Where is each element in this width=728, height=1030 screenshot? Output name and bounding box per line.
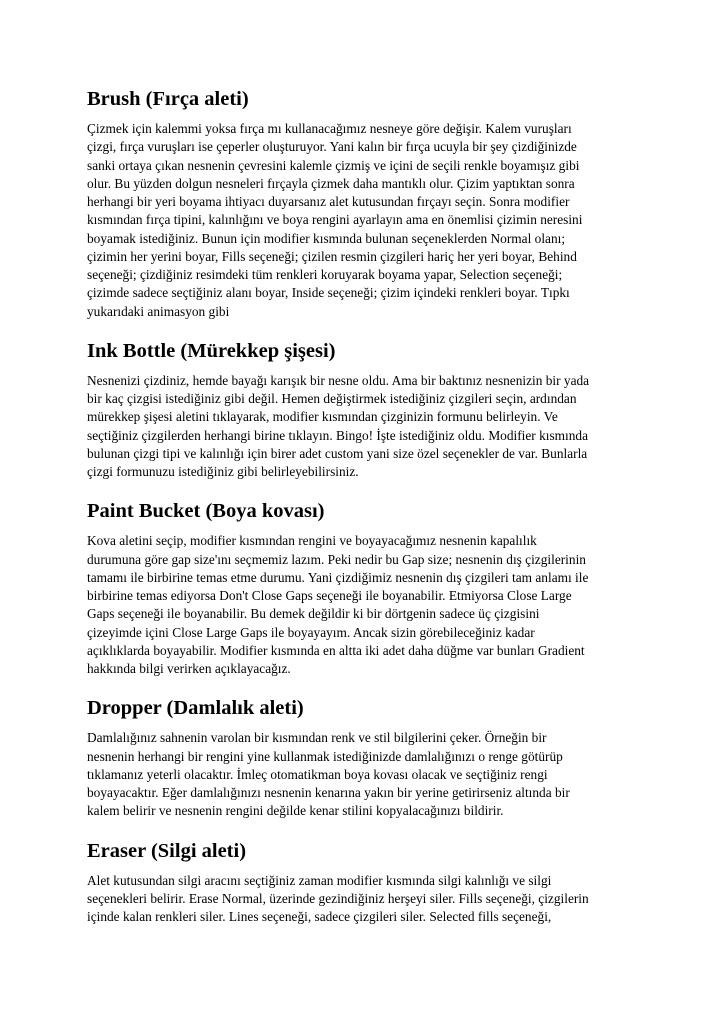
text-line: Damlalığınız sahnenin varolan bir kısmından renk ve stil bilgilerini çeker. Örneğin bir [87, 730, 547, 746]
section-heading: Eraser (Silgi aleti) [87, 839, 247, 862]
text-line: tamamı ile birbirine temas etme durumu. Yani çizdiğimiz nesnenin dış çizgileri tam anlamı ile [87, 569, 589, 585]
text-line: çizimin her yerini boyar, Fills seçeneği; çizilen resmin çizgileri hariç her yeri boyar, Behind [87, 248, 577, 264]
text-line: sanki ortaya çıkan nesnenin çevresini kalemle çizmiş ve içini de seçili renkle boyamışız gibi [87, 157, 580, 173]
text-line: çizeyimde içini Close Large Gaps ile boyayayım. Ancak sizin görebileceğiniz kadar [87, 624, 535, 640]
text-line: seçtiğiniz çizgilerden herhangi birine tıklayın. Bingo! İşte istediğiniz oldu. Modifier kısmında [87, 427, 589, 443]
text-line: bir kaç çizgisi istediğiniz gibi değil. Hemen değiştirmek istediğiniz çizgileri seçin, ardından [87, 391, 577, 406]
text-line: açıklıklarda boyayabilir. Modifier kısmında en altta iki adet daha düğme var bunları Gradient [87, 642, 585, 658]
text-line: boyamak istediğiniz. Bunun için modifier kısmında bulunan seçeneklerden Normal olanı; [87, 230, 566, 246]
section-paint-bucket [87, 498, 642, 678]
text-line: tıklamanız yeterli olacaktır. İmleç otomatikman boya kovası olacak ve seçtiğiniz rengi [87, 766, 548, 782]
text-line: kısmından fırça tipini, kalınlığını ve boya rengini ayarlayın ama en önemlisi çizimin neresini [87, 212, 583, 228]
document-page [87, 86, 642, 943]
text-line: olur. Bu yüzden dolgun nesneleri fırçayla çizmek daha mantıklı olur. Çizim yaptıktan sonra [87, 175, 575, 191]
text-line: seçenekleri belirir. Erase Normal, üzerinde gezindiğiniz herşeyi siler. Fills seçeneği, çizgilerin [87, 890, 589, 906]
text-line: mürekkep şişesi aletini tıklayarak, modifier kısmından çizginizin formunu belirleyin. Ve [87, 409, 558, 425]
section-heading: Ink Bottle (Mürekkep şişesi) [87, 339, 336, 362]
text-line: nesnenin herhangi bir rengini yine kullanmak istediğinizde damlalığınızı o renge götürüp [87, 748, 563, 764]
text-line: herhangi bir yeri boyama ihtiyacı duyarsanız alet kutusundan fırçayı seçin. Sonra modifier [87, 194, 570, 209]
section-paragraph [87, 532, 642, 678]
text-line: Nesnenizi çizdiniz, hemde bayağı karışık bir nesne oldu. Ama bir baktınız nesnenizin bir yada [87, 372, 590, 388]
section-heading: Paint Bucket (Boya kovası) [87, 500, 325, 523]
text-line: çizgi formunuzu istediğiniz gibi belirleyebilirsiniz. [87, 464, 359, 479]
text-line: Gaps seçeneği ile boyanabilir. Bu demek değildir ki bir dörtgenin sadece üç çizgisini [87, 606, 540, 622]
section-heading: Brush (Fırça aleti) [87, 88, 249, 110]
section-heading: Dropper (Damlalık aleti) [87, 697, 304, 720]
section-paragraph [87, 872, 642, 927]
text-line: seçeneği; çizdiğiniz resimdeki tüm renkleri koruyarak boyama yapar, Selection seçeneği; [87, 267, 563, 282]
section-paragraph [87, 372, 642, 482]
section-paragraph [87, 120, 642, 321]
text-line: hakkında bilgi verirken açıklayacağız. [87, 661, 291, 676]
text-line: durumuna göre gap size'ını seçmemiz lazım. Peki nedir bu Gap size; nesnenin dış çizgilerinin [87, 551, 586, 567]
section-ink-bottle [87, 338, 642, 482]
section-brush [87, 86, 642, 321]
section-eraser [87, 838, 642, 927]
text-line: birbirine temas ediyorsa Don't Close Gaps seçeneği ile boyanabilir. Etmiyorsa Close Large [87, 588, 572, 603]
text-line: bulunan çizgi tipi ve kalınlığı için birer adet custom yani size özel seçenekler de var. Bunlarla [87, 445, 588, 461]
text-line: çizimde sadece seçtiğiniz alanı boyar, Inside seçeneği; çizim içindeki renkleri boyar. Tıpkı [87, 285, 570, 301]
text-line: Alet kutusundan silgi aracını seçtiğiniz zaman modifier kısmında silgi kalınlığı ve silgi [87, 872, 552, 888]
text-line: yukarıdaki animasyon gibi [87, 303, 230, 319]
text-line: boyayacaktır. Eğer damlalığınızı nesnenin kenarına yakın bir yerine getirirseniz altında bir [87, 785, 570, 800]
section-paragraph [87, 729, 642, 820]
text-line: Çizmek için kalemmi yoksa fırça mı kullanacağımız nesneye göre değişir. Kalem vuruşları [87, 121, 572, 136]
text-line: çizgi, fırça vuruşları ise çeperler oluşturuyor. Yani kalın bir fırça ucuyla bir şey çizdiğinizde [87, 139, 577, 155]
text-line: kalem belirir ve nesnenin rengini değilde kenar stilini kopyalacağınızı bildirir. [87, 803, 504, 819]
section-dropper [87, 695, 642, 820]
text-line: Kova aletini seçip, modifier kısmından rengini ve boyayacağımız nesnenin kapalılık [87, 533, 537, 549]
text-line: içinde kalan renkleri siler. Lines seçeneği, sadece çizgileri siler. Selected fills seçeneği, [87, 909, 552, 924]
